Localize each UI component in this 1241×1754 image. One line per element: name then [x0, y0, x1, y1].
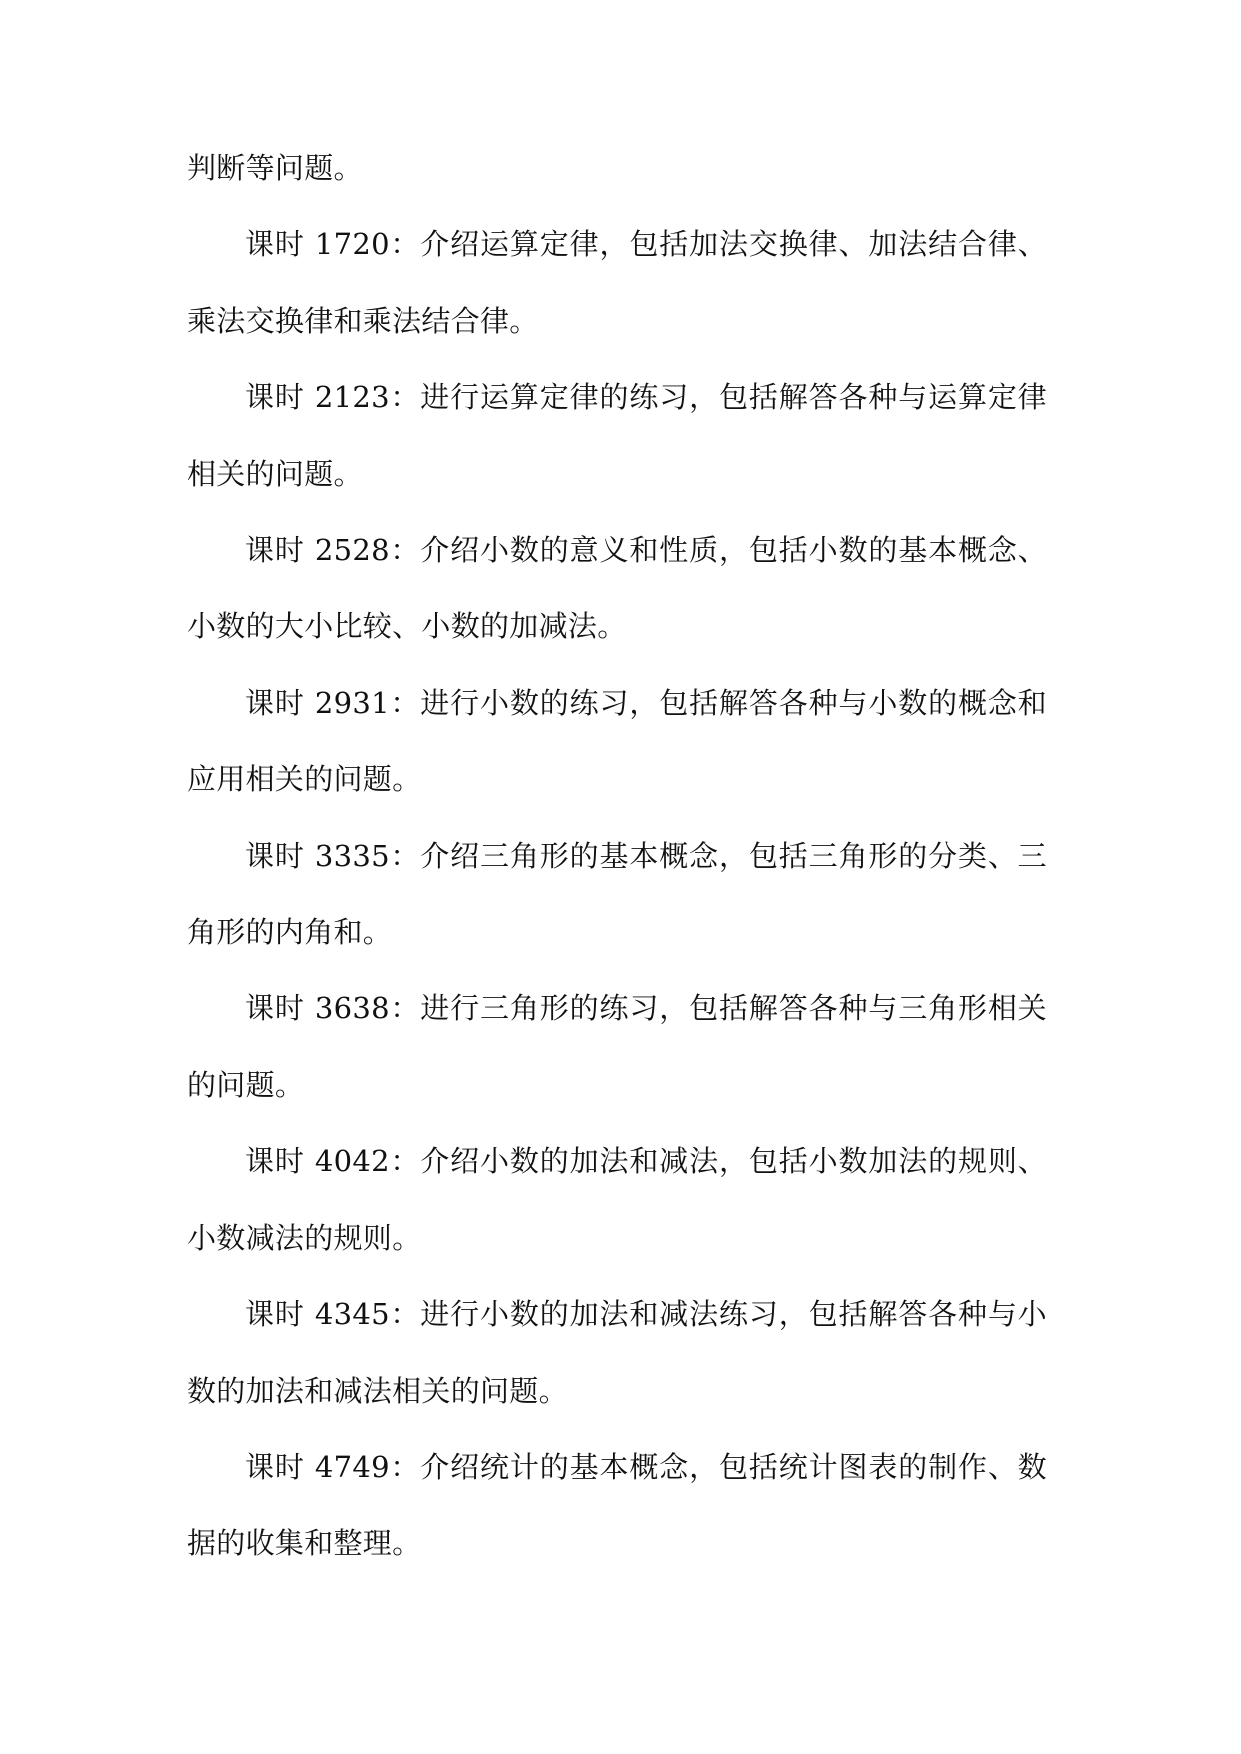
paragraph-lesson-2123: 课时 2123：进行运算定律的练习，包括解答各种与运算定律相关的问题。 — [187, 380, 1047, 491]
paragraph-lesson-1720: 课时 1720：介绍运算定律，包括加法交换律、加法结合律、乘法交换律和乘法结合律。 — [187, 227, 1047, 338]
paragraph-lesson-2528: 课时 2528：介绍小数的意义和性质，包括小数的基本概念、小数的大小比较、小数的加减法。 — [187, 533, 1047, 644]
document-body — [187, 130, 1047, 1582]
paragraph-continuation: 判断等问题。 — [187, 151, 363, 185]
paragraph-lesson-4749: 课时 4749：介绍统计的基本概念，包括统计图表的制作、数据的收集和整理。 — [187, 1449, 1047, 1561]
paragraph-lesson-3335: 课时 3335：介绍三角形的基本概念，包括三角形的分类、三角形的内角和。 — [187, 838, 1047, 950]
paragraph-lesson-2931: 课时 2931：进行小数的练习，包括解答各种与小数的概念和应用相关的问题。 — [187, 685, 1047, 797]
paragraph-lesson-4042: 课时 4042：介绍小数的加法和减法，包括小数加法的规则、小数减法的规则。 — [187, 1144, 1047, 1255]
paragraph-lesson-4345: 课时 4345：进行小数的加法和减法练习，包括解答各种与小数的加法和减法相关的问题。 — [187, 1297, 1047, 1408]
paragraph-lesson-3638: 课时 3638：进行三角形的练习，包括解答各种与三角形相关的问题。 — [187, 991, 1047, 1102]
